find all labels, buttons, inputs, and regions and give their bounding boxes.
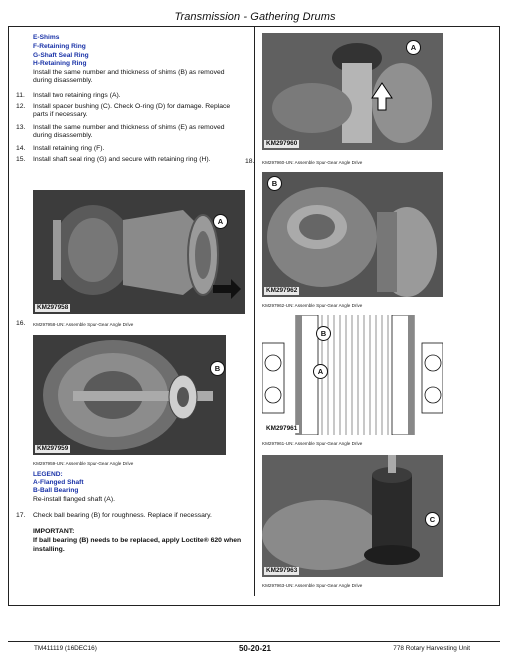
figure-km297962 [262, 172, 443, 297]
callout-a: A [213, 214, 228, 229]
step-text: Check ball bearing (B) for roughness. Replace if necessary. [33, 512, 212, 519]
reinstall-text: Re-install flanged shaft (A). [33, 496, 115, 503]
figure-caption: KM297960-UN: Assemble Spur-Gear Angle Drive [262, 160, 363, 165]
figure-code: KM297960 [266, 140, 298, 147]
step-15 [16, 156, 246, 165]
step-number: 15. [16, 156, 26, 163]
callout-c: C [425, 512, 440, 527]
photo-shim-gear [262, 172, 443, 297]
step-text: Install retaining ring (F). [33, 145, 105, 152]
figure-caption: KM297959-UN: Assemble Spur-Gear Angle Drive [33, 461, 134, 466]
figure-caption: KM297963-UN: Assemble Spur-Gear Angle Drive [262, 583, 363, 588]
legend-top [33, 34, 89, 69]
footer-divider [8, 641, 500, 642]
step-number: 11. [16, 92, 25, 99]
callout-b: B [210, 361, 225, 376]
photo-gearbox-flange [33, 190, 245, 314]
figure-code: KM297958 [37, 304, 69, 311]
legend-item: A-Flanged Shaft [33, 479, 84, 487]
step-number: 16. [16, 320, 26, 327]
legend-item: G-Shaft Seal Ring [33, 51, 89, 59]
figure-code: KM297959 [37, 445, 69, 452]
important-text: If ball bearing (B) needs to be replaced, apply Loctite® 620 when installing. [33, 537, 242, 553]
step-number: 17. [16, 512, 26, 519]
callout-b: B [267, 176, 282, 191]
step-13 [16, 124, 246, 142]
page-title: Transmission - Gathering Drums [174, 11, 336, 23]
important-heading: IMPORTANT: [33, 528, 75, 535]
legend-item: B-Ball Bearing [33, 487, 79, 495]
callout-a: A [406, 40, 421, 55]
footer-product: 778 Rotary Harvesting Unit [393, 645, 470, 652]
step-12 [16, 103, 246, 121]
figure-code: KM297961 [266, 425, 298, 432]
legend-item: H-Retaining Ring [33, 60, 87, 68]
column-divider [254, 26, 255, 596]
figure-code: KM297962 [266, 287, 298, 294]
photo-press-tool [262, 455, 443, 577]
callout-b: B [316, 326, 331, 341]
intro-text: Install the same number and thickness of shims (B) as removed during disassembly. [33, 69, 225, 85]
legend-item: F-Retaining Ring [33, 42, 86, 50]
figure-code: KM297963 [266, 567, 298, 574]
cross-section-drawing [262, 315, 443, 435]
step-text: Install spacer bushing (C). Check O-ring (D) for damage. Replace parts if necessary. [33, 103, 231, 119]
step-17 [16, 512, 246, 521]
step-number: 14. [16, 145, 26, 152]
legend-bottom [33, 471, 84, 496]
figure-km297963 [262, 455, 443, 577]
step-number: 13. [16, 124, 26, 131]
step-text: Install shaft seal ring (G) and secure with retaining ring (H). [33, 156, 211, 163]
footer-doc-id: TM411119 (16DEC16) [34, 645, 97, 652]
figure-caption: KM297958-UN: Assemble Spur-Gear Angle Drive [33, 322, 134, 327]
step-text: Install the same number and thickness of shims (E) as removed during disassembly. [33, 124, 225, 140]
footer-page-number: 50-20-21 [238, 644, 272, 653]
figure-km297958 [33, 190, 245, 314]
legend-item: E-Shims [33, 34, 60, 41]
step-number: 18. [245, 158, 255, 165]
step-text: Install two retaining rings (A). [33, 92, 121, 99]
figure-km297959 [33, 335, 226, 455]
legend-heading: LEGEND: [33, 471, 63, 478]
step-14 [16, 145, 246, 154]
figure-km297961 [262, 315, 443, 435]
step-11 [16, 92, 246, 101]
photo-bevel-gear [33, 335, 226, 455]
figure-caption: KM297962-UN: Assemble Spur-Gear Angle Drive [262, 303, 363, 308]
step-number: 12. [16, 103, 26, 110]
callout-a: A [313, 364, 328, 379]
figure-caption: KM297961-UN: Assemble Spur-Gear Angle Drive [262, 441, 363, 446]
